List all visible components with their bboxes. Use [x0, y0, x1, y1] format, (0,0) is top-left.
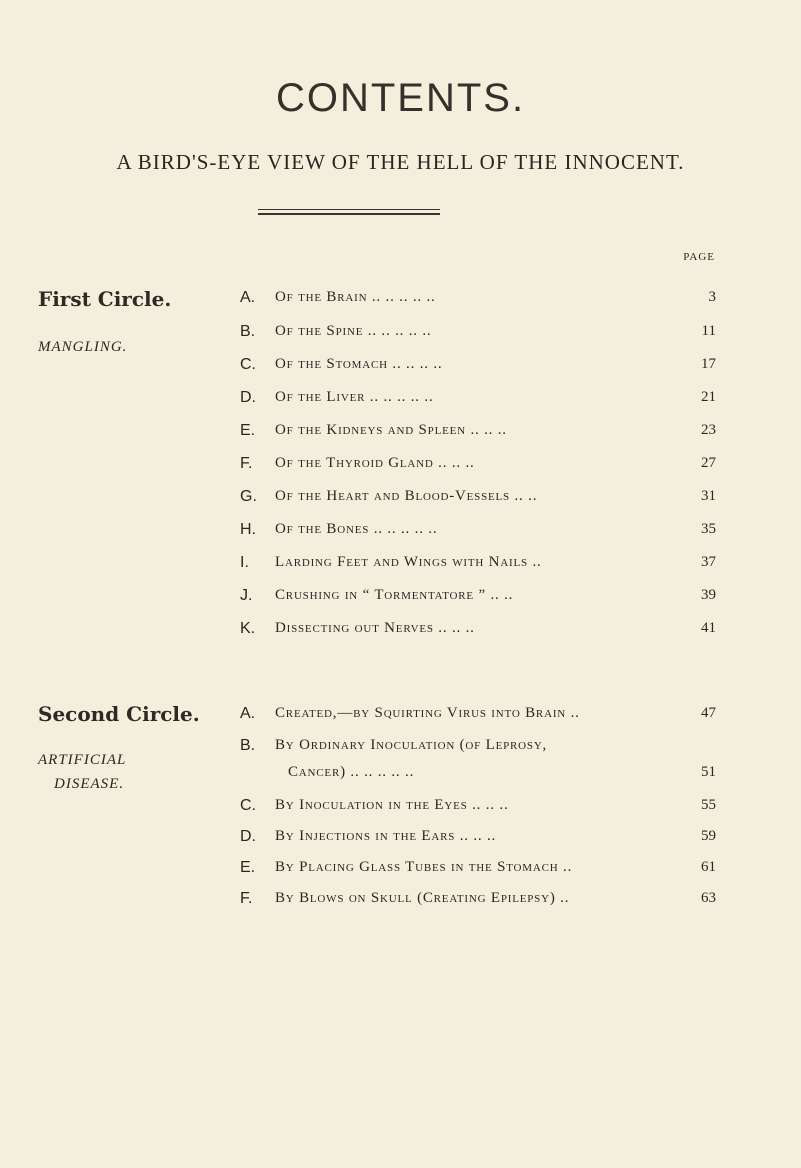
entry-page: 37	[701, 554, 716, 570]
entry-title: Of the Heart and Blood-Vessels .. ..	[275, 488, 538, 504]
entry-letter: E.	[240, 422, 256, 439]
divider-rule-bottom	[258, 213, 440, 215]
entry-page: 55	[701, 797, 716, 813]
entry-letter: K.	[240, 620, 256, 637]
entry-title-continued: Cancer) .. .. .. .. ..	[288, 764, 415, 780]
entry-letter: B.	[240, 323, 256, 340]
entry-title: Of the Bones .. .. .. .. ..	[275, 521, 438, 537]
divider-rule-top	[258, 209, 440, 210]
second-circle-heading: Second Circle.	[38, 702, 200, 726]
entry-page: 35	[701, 521, 716, 537]
entry-page: 23	[701, 422, 716, 438]
entry-title: Created,—by Squirting Virus into Brain ..	[275, 705, 580, 721]
entry-letter: A.	[240, 705, 256, 722]
entry-page: 51	[701, 764, 716, 780]
entry-page: 11	[701, 323, 716, 339]
entry-letter: D.	[240, 828, 256, 845]
entry-page: 47	[701, 705, 716, 721]
second-circle-subheading-line2: DISEASE.	[54, 776, 125, 792]
entry-letter: G.	[240, 488, 257, 505]
entry-page: 59	[701, 828, 716, 844]
entry-letter: H.	[240, 521, 256, 538]
entry-title: Of the Kidneys and Spleen .. .. ..	[275, 422, 507, 438]
entry-page: 61	[701, 859, 716, 875]
entry-page: 63	[701, 890, 716, 906]
entry-letter: J.	[240, 587, 253, 604]
entry-letter: I.	[240, 554, 249, 571]
page-subtitle: A BIRD'S-EYE VIEW OF THE HELL OF THE INNOCENT.	[116, 150, 685, 174]
second-circle-subheading-line1: ARTIFICIAL	[38, 752, 127, 768]
entry-page: 3	[708, 289, 716, 305]
entry-page: 39	[701, 587, 716, 603]
entry-letter: F.	[240, 890, 253, 907]
entry-title: By Ordinary Inoculation (of Leprosy,	[275, 737, 548, 753]
entry-letter: E.	[240, 859, 256, 876]
entry-title: Of the Spine .. .. .. .. ..	[275, 323, 432, 339]
entry-title: Crushing in “ Tormentatore ” .. ..	[275, 587, 514, 603]
entry-page: 21	[701, 389, 716, 405]
toc-entry	[240, 737, 716, 793]
entry-title: By Inoculation in the Eyes .. .. ..	[275, 797, 509, 813]
entry-page: 17	[701, 356, 716, 372]
entry-title: By Placing Glass Tubes in the Stomach ..	[275, 859, 573, 875]
entry-title: By Blows on Skull (Creating Epilepsy) ..	[275, 890, 570, 906]
entry-title: Of the Stomach .. .. .. ..	[275, 356, 443, 372]
entry-title: By Injections in the Ears .. .. ..	[275, 828, 497, 844]
page-column-heading: PAGE	[683, 251, 715, 263]
entry-letter: C.	[240, 356, 256, 373]
entry-letter: F.	[240, 455, 253, 472]
entry-page: 31	[701, 488, 716, 504]
entry-title: Of the Liver .. .. .. .. ..	[275, 389, 434, 405]
entry-page: 27	[701, 455, 716, 471]
page-title: CONTENTS.	[275, 76, 526, 120]
entry-letter: D.	[240, 389, 256, 406]
entry-title: Of the Thyroid Gland .. .. ..	[275, 455, 475, 471]
entry-title: Larding Feet and Wings with Nails ..	[275, 554, 542, 570]
first-circle-heading: First Circle.	[38, 287, 172, 311]
first-circle-subheading: MANGLING.	[38, 339, 128, 355]
entry-letter: A.	[240, 289, 256, 306]
entry-title: Dissecting out Nerves .. .. ..	[275, 620, 475, 636]
entry-title: Of the Brain .. .. .. .. ..	[275, 289, 436, 305]
entry-page: 41	[701, 620, 716, 636]
entry-letter: B.	[240, 737, 256, 754]
entry-letter: C.	[240, 797, 256, 814]
